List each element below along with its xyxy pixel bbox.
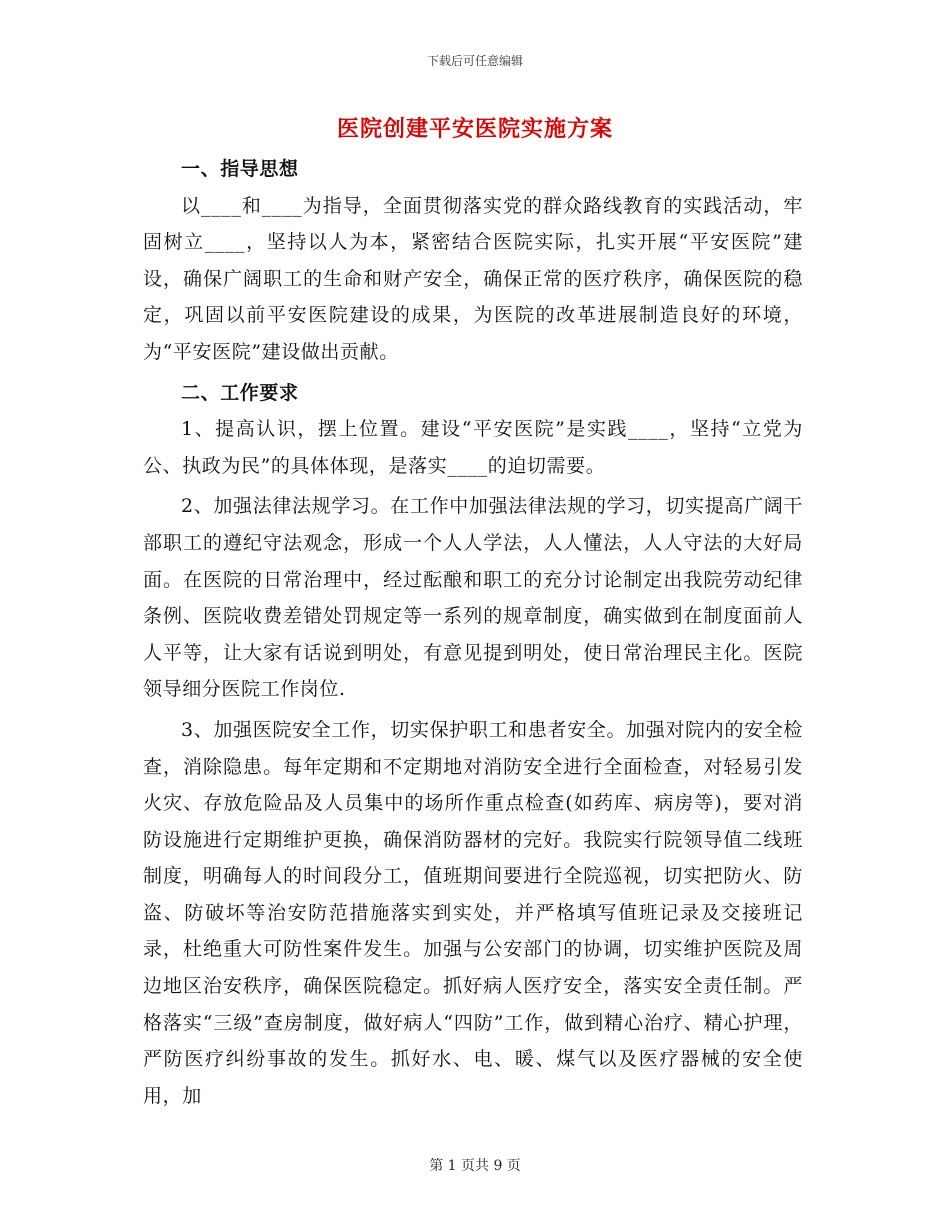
paragraph-item-1: 1、提高认识，摆上位置。建设“平安医院”是实践____，坚持“立党为公、执政为民”的具体体现，是落实____的迫切需要。 [143,418,803,477]
section-heading-work-requirements: 二、工作要求 [181,381,299,404]
document-title: 医院创建平安医院实施方案 [336,116,613,142]
paragraph-item-2: 2、加强法律法规学习。在工作中加强法律法规的学习，切实提高广阔干部职工的遵纪守法观念，形成一个人人学法，人人懂法，人人守法的大好局面。在医院的日常治理中，经过酝酿和职工的充分讨论制定出我院劳动纪律条例、医院收费差错处罚规定等一系列的规章制度，确实做到在制度面前人人平等，让大家有话说到明处，有意见提到明处，使日常治理民主化。医院领导细分医院工作岗位. [143,495,803,701]
header-note: 下载后可任意编辑 [426,54,523,68]
paragraph-guiding-ideology: 以____和____为指导，全面贯彻落实党的群众路线教育的实践活动，牢固树立____，坚持以人为本，紧密结合医院实际，扎实开展“平安医院”建设，确保广阔职工的生命和财产安全，确保正常的医疗秩序，确保医院的稳定，巩固以前平安医院建设的成果，为医院的改革进展制造良好的环境，为“平安医院”建设做出贡献。 [143,194,803,363]
paragraph-item-3: 3、加强医院安全工作，切实保护职工和患者安全。加强对院内的安全检查，消除隐患。每年定期和不定期地对消防安全进行全面检查，对轻易引发火灾、存放危险品及人员集中的场所作重点检查(如药库、病房等)，要对消防设施进行定期维护更换，确保消防器材的完好。我院实行院领导值二线班制度，明确每人的时间段分工，值班期间要进行全院巡视，切实把防火、防盗、防破坏等治安防范措施落实到实处，并严格填写值班记录及交接班记录，杜绝重大可防性案件发生。加强与公安部门的协调，切实维护医院及周边地区治安秩序，确保医院稳定。抓好病人医疗安全，落实安全责任制。严格落实“三级”查房制度，做好病人“四防”工作，做到精心治疗、精心护理，严防医疗纠纷事故的发生。抓好水、电、暖、煤气以及医疗器械的安全使用，加 [143,718,803,1107]
document-body [143,151,803,1114]
section-heading-guiding-ideology: 一、指导思想 [181,158,299,180]
page-indicator: 第 1 页共 9 页 [429,1158,521,1174]
